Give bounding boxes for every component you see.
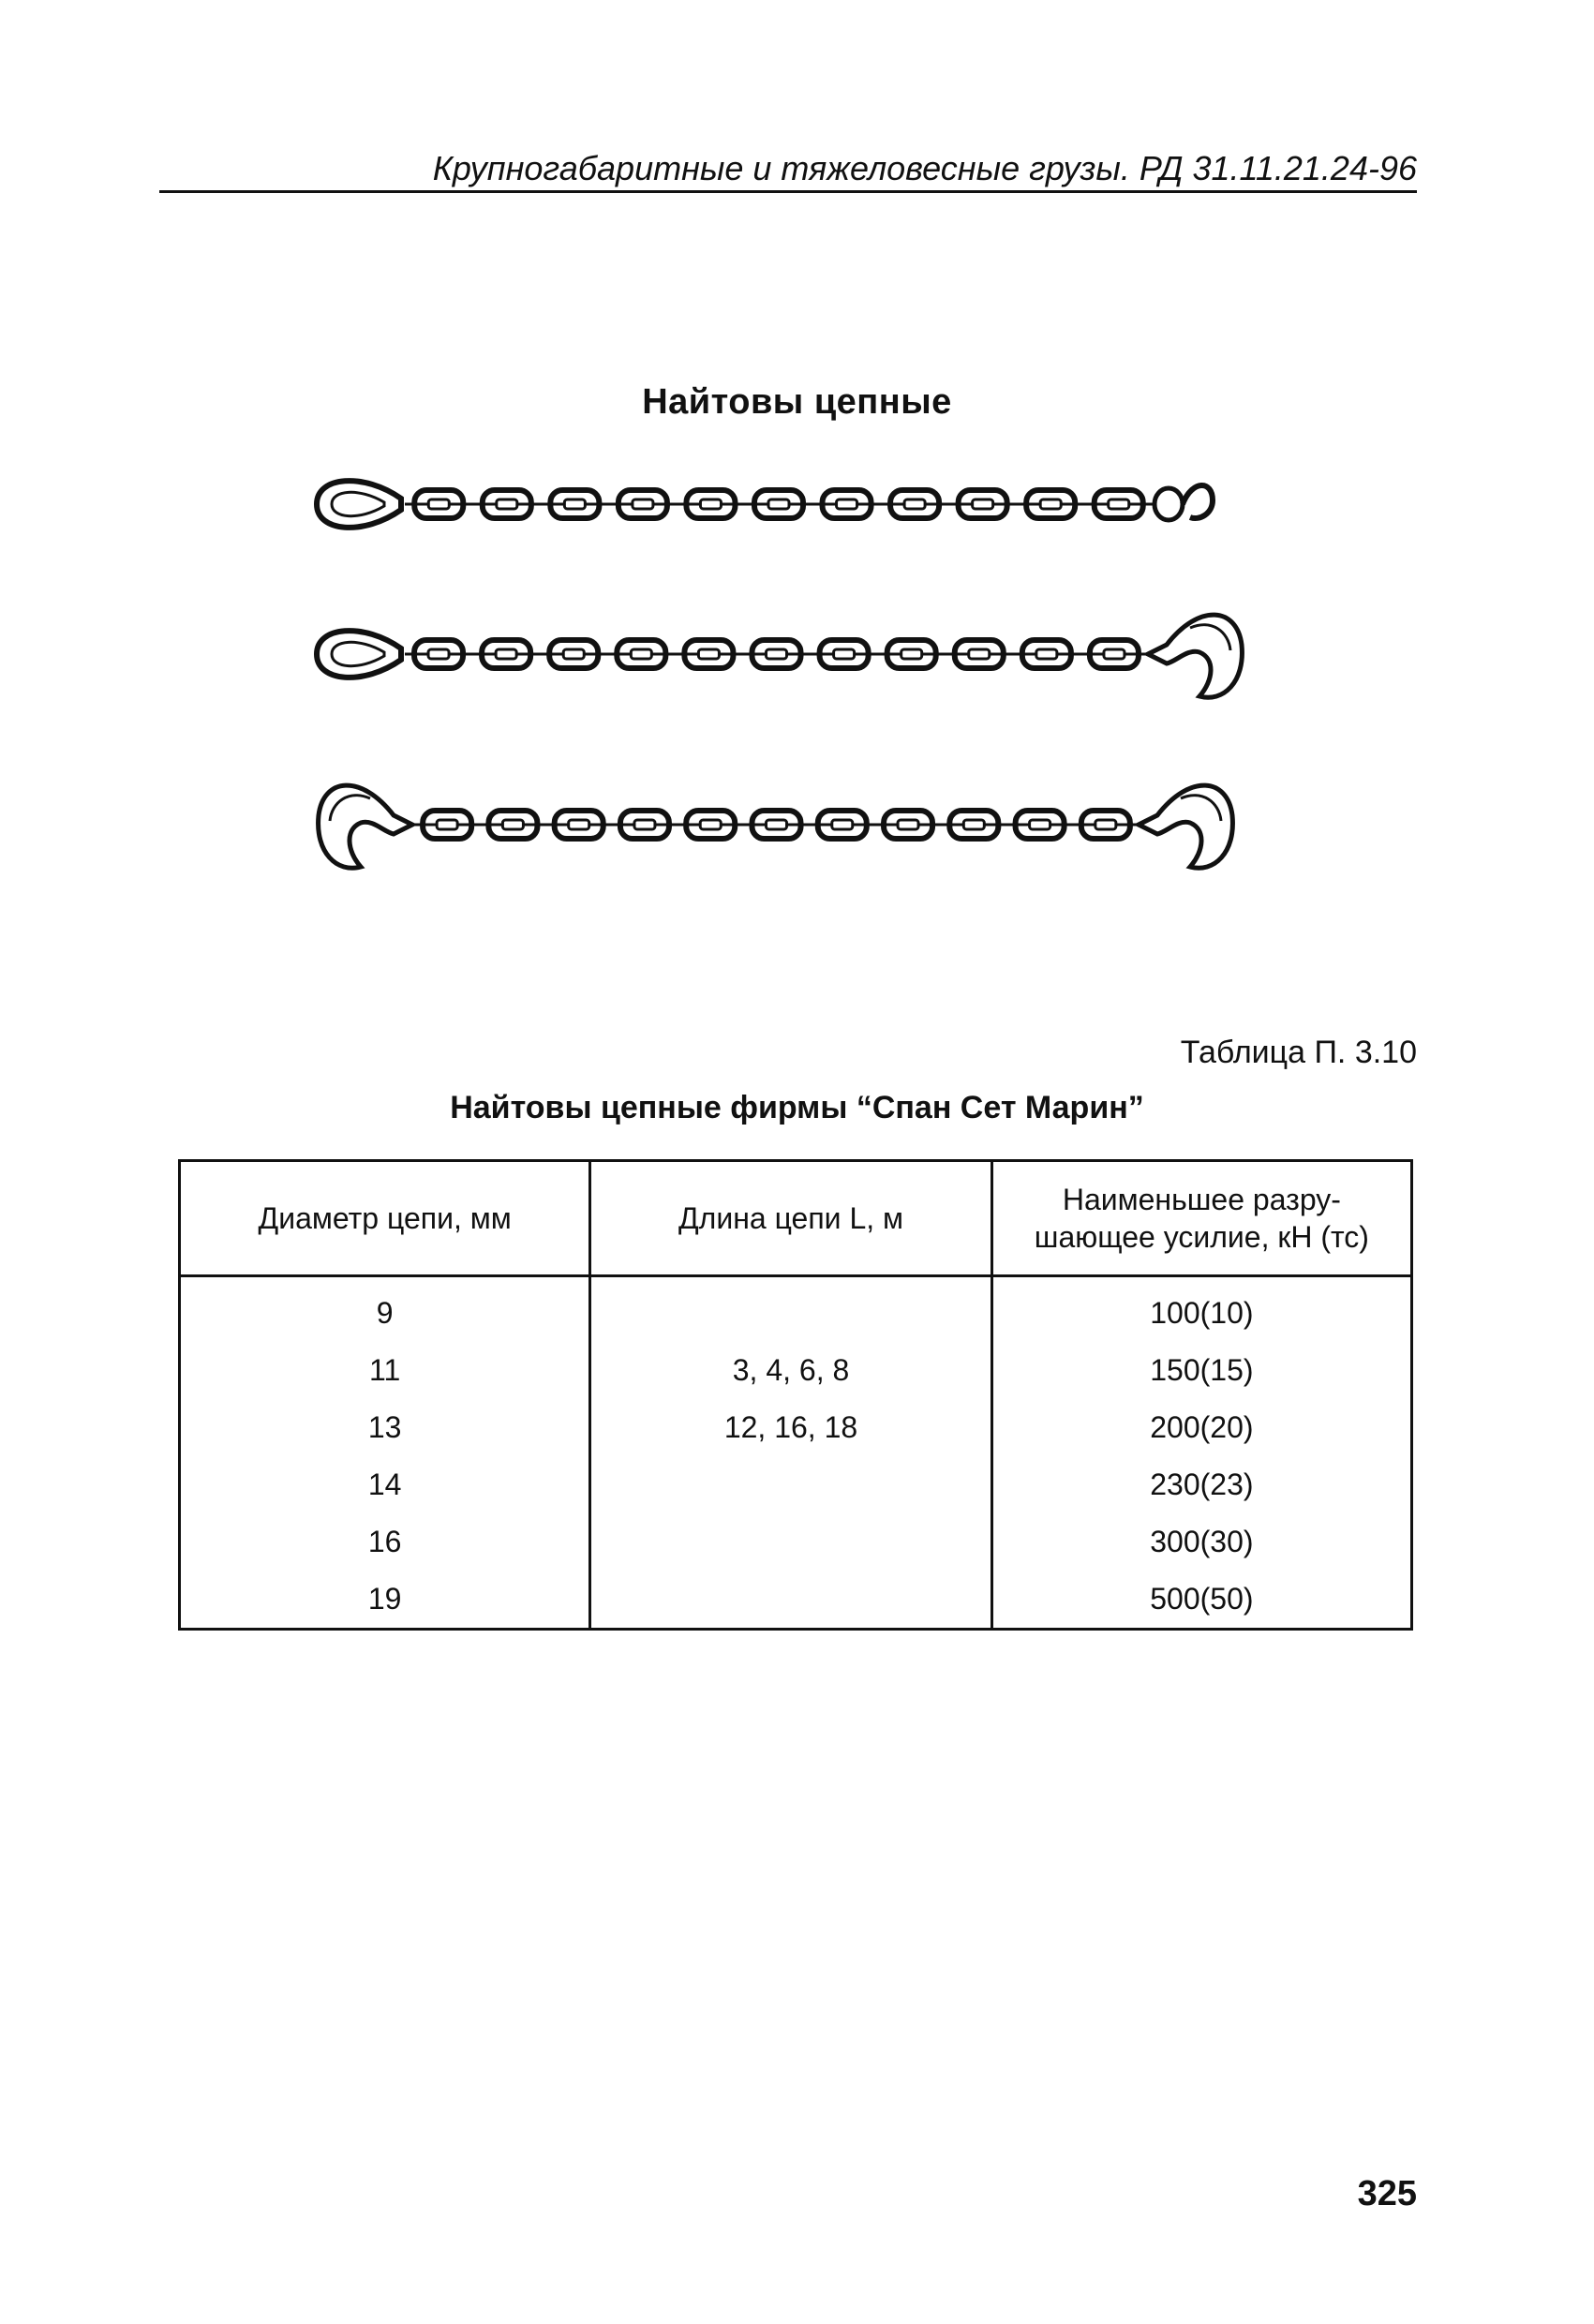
- table-row: [180, 1456, 1412, 1513]
- chain-link-inner: [634, 820, 655, 829]
- chain-link-inner: [428, 499, 449, 509]
- cell-length: [590, 1276, 991, 1343]
- chain-link-inner: [700, 820, 721, 829]
- header-diameter: Диаметр цепи, мм: [180, 1161, 590, 1276]
- eye-link-inner: [332, 642, 384, 665]
- table-caption: Найтовы цепные фирмы “Спан Сет Марин”: [450, 1090, 1144, 1125]
- chain-link-inner: [631, 649, 651, 659]
- cell-force: 100(10): [991, 1276, 1411, 1343]
- hook-ring: [1155, 488, 1183, 520]
- chain-link-inner: [564, 499, 585, 509]
- chain-link-inner: [768, 499, 789, 509]
- chain-link-inner: [898, 820, 918, 829]
- data-table: [178, 1159, 1413, 1631]
- cell-length: 3, 4, 6, 8: [590, 1342, 991, 1399]
- chain-link-inner: [633, 499, 653, 509]
- cell-diameter: 13: [180, 1399, 590, 1456]
- cell-force: 230(23): [991, 1456, 1411, 1513]
- chain-link-inner: [700, 499, 721, 509]
- eye-link: [317, 631, 401, 678]
- table-header-row: [180, 1161, 1412, 1276]
- chain-link-inner: [1040, 499, 1061, 509]
- cell-force: 300(30): [991, 1513, 1411, 1571]
- chain-link-inner: [1109, 499, 1129, 509]
- table-row: [180, 1342, 1412, 1399]
- eye-link-inner: [332, 492, 384, 515]
- chain-link-inner: [428, 649, 449, 659]
- header-breaking-force-text: Наименьшее разру- шающее усилие, кН (тс): [1034, 1183, 1369, 1254]
- chain-link-inner: [1095, 820, 1116, 829]
- cell-force: 500(50): [991, 1571, 1411, 1630]
- table-row: [180, 1513, 1412, 1571]
- chain-link-inner: [969, 649, 990, 659]
- chain-link-inner: [497, 499, 517, 509]
- chain-link-inner: [1030, 820, 1050, 829]
- chain-link-inner: [901, 649, 922, 659]
- cell-force: 200(20): [991, 1399, 1411, 1456]
- chain-link-inner: [834, 649, 855, 659]
- header-rule: [159, 190, 1417, 193]
- chain-eye-grab-hook: [317, 615, 1242, 697]
- cell-diameter: 16: [180, 1513, 590, 1571]
- chain-link-inner: [502, 820, 523, 829]
- header-breaking-force: [991, 1161, 1411, 1276]
- cell-length: [590, 1456, 991, 1513]
- table-number: Таблица П. 3.10: [1180, 1035, 1417, 1070]
- cell-diameter: 19: [180, 1571, 590, 1630]
- chain-link-inner: [563, 649, 584, 659]
- section-title: Найтовы цепные: [642, 382, 952, 422]
- eye-link: [317, 481, 401, 528]
- table-row: [180, 1276, 1412, 1343]
- chain-link-inner: [767, 820, 787, 829]
- header-length: Длина цепи L, м: [590, 1161, 991, 1276]
- cell-force: 150(15): [991, 1342, 1411, 1399]
- chain-link-inner: [963, 820, 984, 829]
- chain-link-inner: [569, 820, 589, 829]
- running-header: Крупногабаритные и тяжеловесные грузы. РД 31.11.21.24-96: [432, 149, 1417, 187]
- chains-figure: [300, 469, 1293, 909]
- chain-grab-hook-both-ends: [319, 785, 1233, 868]
- table-row: [180, 1399, 1412, 1456]
- chain-eye-small-hook: [317, 481, 1213, 528]
- cell-length: [590, 1513, 991, 1571]
- cell-length: 12, 16, 18: [590, 1399, 991, 1456]
- chain-link-inner: [698, 649, 719, 659]
- chain-link-inner: [973, 499, 993, 509]
- cell-diameter: 9: [180, 1276, 590, 1343]
- chain-link-inner: [904, 499, 925, 509]
- chain-link-inner: [767, 649, 787, 659]
- page-number: 325: [1357, 2174, 1417, 2213]
- chain-link-inner: [832, 820, 853, 829]
- cell-diameter: 14: [180, 1456, 590, 1513]
- chain-link-inner: [1104, 649, 1125, 659]
- chain-link-inner: [1036, 649, 1057, 659]
- small-hook: [1183, 485, 1213, 518]
- chain-link-inner: [437, 820, 457, 829]
- chain-link-inner: [837, 499, 857, 509]
- table-row: [180, 1571, 1412, 1630]
- chain-link-inner: [496, 649, 516, 659]
- cell-length: [590, 1571, 991, 1630]
- cell-diameter: 11: [180, 1342, 590, 1399]
